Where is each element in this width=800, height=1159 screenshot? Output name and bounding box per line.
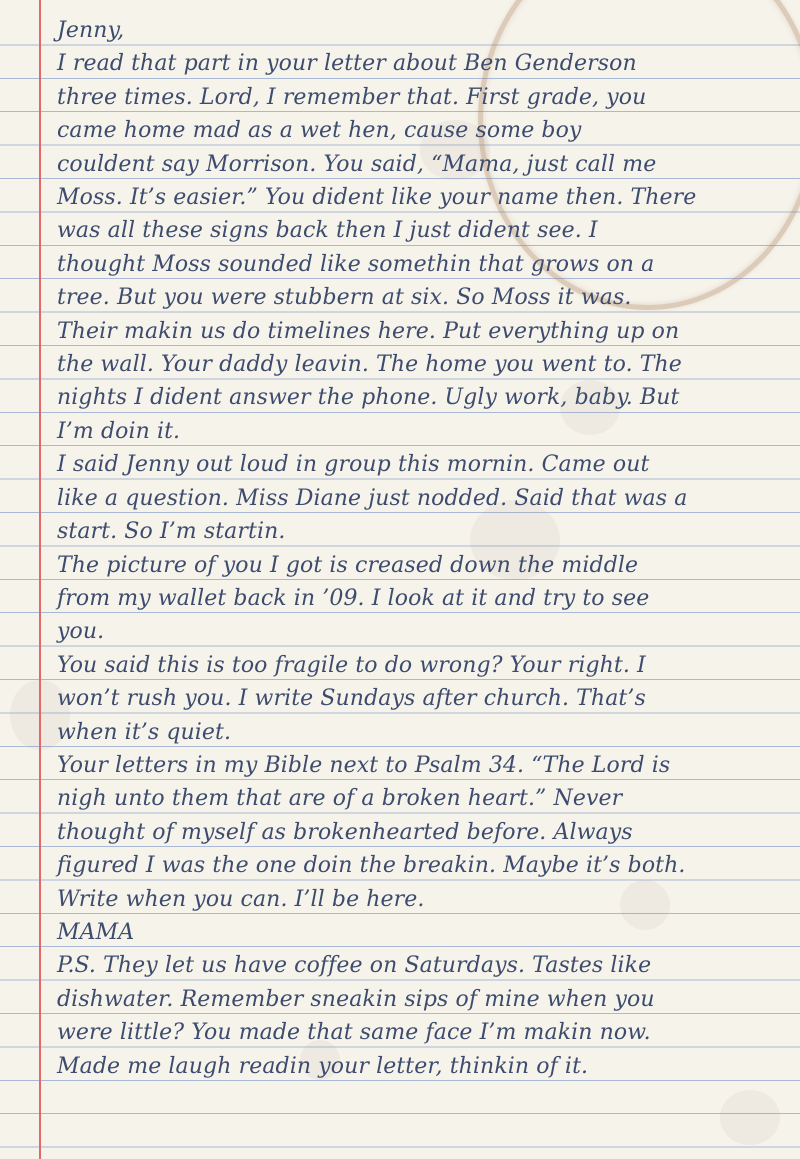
margin-line — [39, 0, 41, 1159]
letter-line: I read that part in your letter about Ben Genderson — [57, 51, 637, 77]
letter-line: were little? You made that same face I’m makin now. — [57, 1020, 651, 1046]
paper-stain — [720, 1090, 780, 1145]
letter-line: Moss. It’s easier.” You dident like your name then. There — [57, 185, 697, 211]
letter-line: couldent say Morrison. You said, “Mama, just call me — [57, 151, 657, 177]
letter-line: Your letters in my Bible next to Psalm 34. “The Lord is — [57, 752, 671, 778]
letter-line: dishwater. Remember sneakin sips of mine when you — [57, 986, 655, 1012]
letter-body — [57, 14, 787, 1083]
letter-line: the wall. Your daddy leavin. The home you went to. The — [57, 352, 682, 378]
letter-line: three times. Lord, I remember that. First grade, you — [57, 84, 647, 110]
letter-line: start. So I’m startin. — [57, 519, 286, 545]
letter-line: won’t rush you. I write Sundays after church. That’s — [57, 686, 646, 712]
letter-line: figured I was the one doin the breakin. Maybe it’s both. — [57, 853, 686, 879]
letter-line: I’m doin it. — [57, 418, 181, 444]
letter-line: Write when you can. I’ll be here. — [57, 886, 425, 912]
letter-line: you. — [57, 619, 105, 645]
letter-line: Their makin us do timelines here. Put everything up on — [57, 318, 680, 344]
letter-line: The picture of you I got is creased down the middle — [57, 552, 639, 578]
letter-line: tree. But you were stubbern at six. So Moss it was. — [57, 285, 632, 311]
letter-line: P.S. They let us have coffee on Saturdays. Tastes like — [57, 953, 652, 979]
letter-line: thought of myself as brokenhearted before. Always — [57, 819, 633, 845]
letter-line: I said Jenny out loud in group this mornin. Came out — [57, 452, 650, 478]
letter-line: You said this is too fragile to do wrong? Your right. I — [57, 652, 646, 678]
letter-line: Jenny, — [57, 18, 125, 43]
letter-line: like a question. Miss Diane just nodded. Said that was a — [57, 485, 688, 511]
letter-line: Made me laugh readin your letter, thinkin of it. — [57, 1053, 589, 1079]
letter-line: came home mad as a wet hen, cause some boy — [57, 118, 582, 144]
letter-line: nights I dident answer the phone. Ugly work, baby. But — [57, 385, 680, 411]
letter-line: from my wallet back in ’09. I look at it and try to see — [57, 585, 650, 611]
letter-line: was all these signs back then I just dident see. I — [57, 218, 598, 244]
letter-line: when it’s quiet. — [57, 719, 232, 745]
signature: MAMA — [57, 919, 135, 945]
letter-line: nigh unto them that are of a broken heart.” Never — [57, 786, 623, 812]
letter-line: thought Moss sounded like somethin that grows on a — [57, 251, 655, 277]
